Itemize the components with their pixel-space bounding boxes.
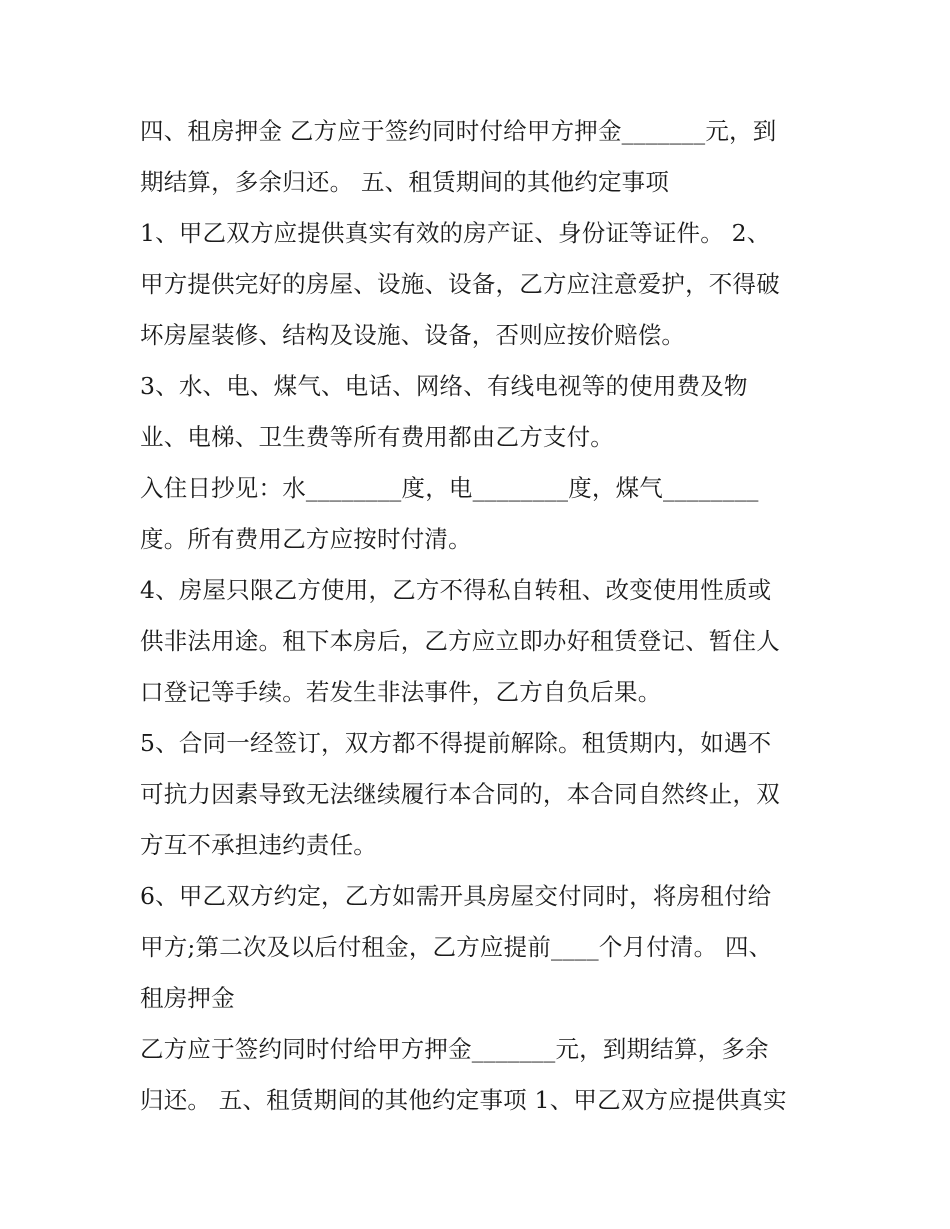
- text-line-14: 可抗力因素导致无法继续履行本合同的，本合同自然终止，双: [140, 780, 780, 808]
- text-line-16: 6、甲乙双方约定，乙方如需开具房屋交付同时，将房租付给: [140, 882, 772, 910]
- text-line-10: 4、房屋只限乙方使用，乙方不得私自转租、改变使用性质或: [140, 576, 772, 604]
- text-line-17: 甲方;第二次及以后付租金，乙方应提前____个月付清。 四、: [140, 933, 773, 961]
- text-line-12: 口登记等手续。若发生非法事件，乙方自负后果。: [140, 678, 662, 706]
- text-line-1: 四、租房押金 乙方应于签约同时付给甲方押金_______元，到: [140, 117, 777, 145]
- text-line-13: 5、合同一经签订，双方都不得提前解除。租赁期内，如遇不: [140, 729, 772, 757]
- text-line-9: 度。所有费用乙方应按时付清。: [140, 525, 472, 553]
- text-line-2: 期结算，多余归还。 五、租赁期间的其他约定事项: [140, 168, 670, 196]
- text-line-15: 方互不承担违约责任。: [140, 831, 377, 859]
- document-body: [140, 106, 820, 1126]
- text-line-6: 3、水、电、煤气、电话、网络、有线电视等的使用费及物: [140, 372, 748, 400]
- text-line-8: 入住日抄见：水________度，电________度，煤气________: [140, 474, 759, 502]
- text-line-11: 供非法用途。租下本房后，乙方应立即办好租赁登记、暂住人: [140, 627, 780, 655]
- text-line-3: 1、甲乙双方应提供真实有效的房产证、身份证等证件。 2、: [140, 219, 771, 247]
- text-line-18: 租房押金: [140, 984, 235, 1012]
- text-line-4: 甲方提供完好的房屋、设施、设备，乙方应注意爱护，不得破: [140, 270, 780, 298]
- text-line-7: 业、电梯、卫生费等所有费用都由乙方支付。: [140, 423, 614, 451]
- text-line-20: 归还。 五、租赁期间的其他约定事项 1、甲乙双方应提供真实: [140, 1086, 787, 1114]
- text-line-5: 坏房屋装修、结构及设施、设备，否则应按价赔偿。: [140, 321, 686, 349]
- text-line-19: 乙方应于签约同时付给甲方押金_______元，到期结算，多余: [140, 1035, 769, 1063]
